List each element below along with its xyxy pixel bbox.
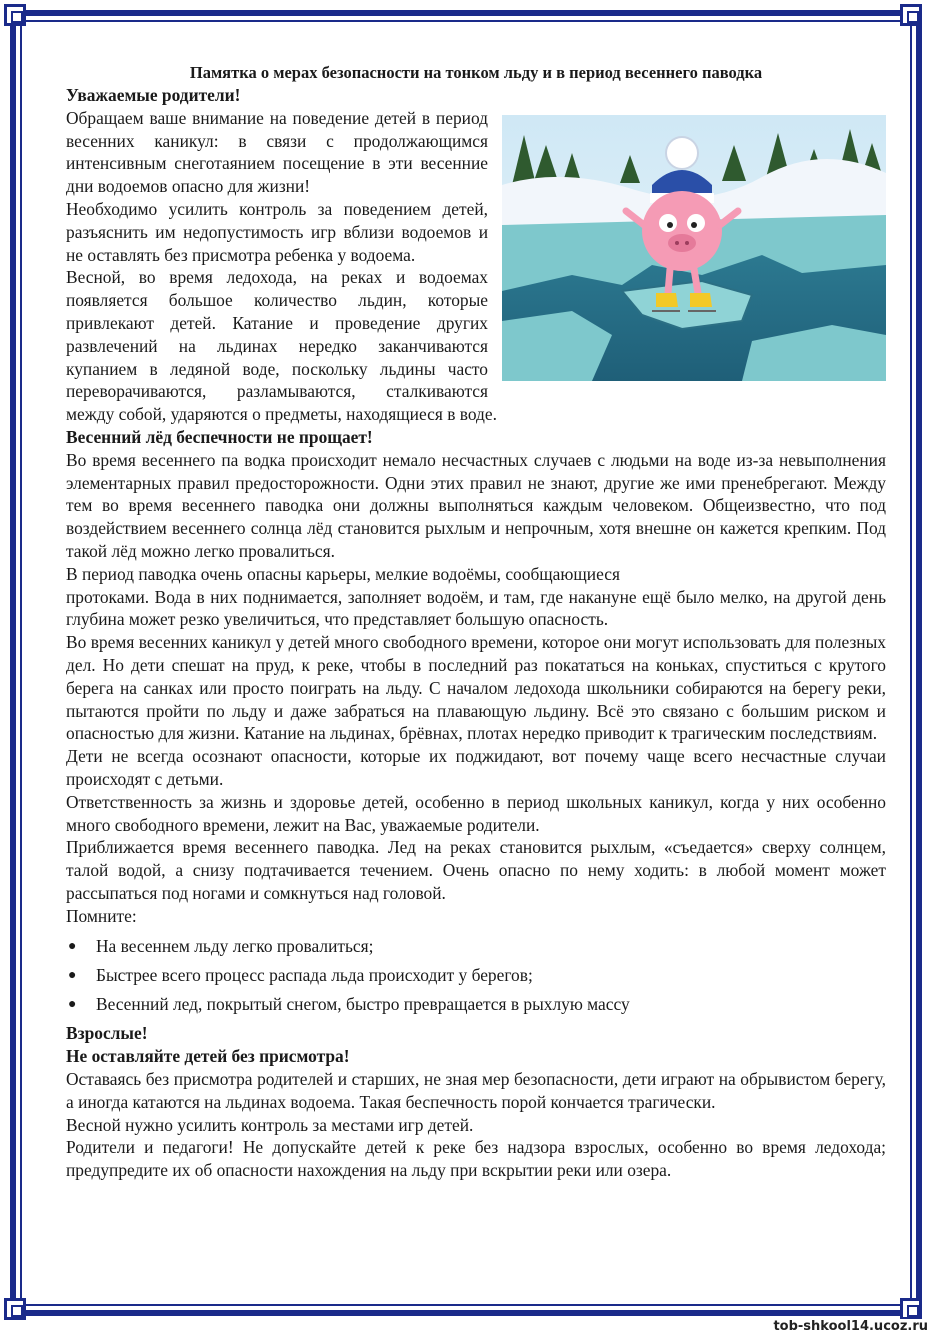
intro-paragraph: Весной, во время ледохода, на реках и водоемах появляется большое количество льдин, которые привлекают детей. Катание и проведение других развлечений на льдинах нередко заканчиваются купанием в ледяной воде, поскольку льдины часто переворачиваются, разламываются, сталкиваются между собой, ударяются о предметы, находящиеся в воде.	[66, 267, 497, 425]
list-item: ● На весеннем льду легко провалиться;	[68, 936, 374, 957]
intro-paragraph: Обращаем ваше внимание на поведение детей в период весенних каникул: в связи с продолжающимся интенсивным снеготаянием посещение в эти весенние дни водоемов опасно для жизни!	[66, 107, 488, 197]
closing-paragraph: Весной нужно усилить контроль за местами игр детей.	[66, 1114, 474, 1135]
closing-paragraph: Родители и педагоги! Не допускайте детей к реке без надзора взрослых, особенно во время ледохода; предупредите их об опасности нахождения на льду при вскрытии реки или озера.	[66, 1137, 886, 1181]
body-paragraph: Ответственность за жизнь и здоровье детей, особенно в период школьных каникул, когда у них особенно много свободного времени, лежит на Вас, уважаемые родители.	[66, 791, 886, 835]
body-paragraph: протоками. Вода в них поднимается, заполняет водоём, и там, где накануне ещё было мелко, на другой день глубина может резко увеличиться, что представляет большую опасность.	[66, 586, 886, 630]
section-heading: Весенний лёд беспечности не прощает!	[66, 426, 373, 447]
site-watermark: tob-shkool14.ucoz.ru	[773, 1319, 928, 1334]
body-paragraph: В период паводка очень опасны карьеры, мелкие водоёмы, сообщающиеся	[66, 563, 620, 584]
frame-corner-ornament	[900, 4, 922, 26]
body-paragraph: Дети не всегда осознают опасности, которые их поджидают, вот почему чаще всего несчастные случаи происходят с детьми.	[66, 746, 886, 789]
body-paragraph: Во время весеннего па водка происходит немало несчастных случаев с людьми на воде из-за невыполнения элементарных правил предосторожности. Одни этих правил не знают, другие же ими пренебрегают. Между тем во время весеннего паводка они должны выполняться каждым человеком. Общеизвестно, что под воздействием весеннего солнца лёд становится рыхлым и непрочным, хотя внешне он кажется крепким. Под такой лёд можно легко провалиться.	[66, 449, 886, 561]
bullet-icon: ●	[68, 939, 77, 955]
frame-corner-ornament	[900, 1298, 922, 1320]
closing-paragraph: Оставаясь без присмотра родителей и старших, не зная мер безопасности, дети играют на обрывистом берегу, а иногда катаются на льдинах водоема. Такая беспечность порой кончается трагически.	[66, 1069, 886, 1112]
page-title: Памятка о мерах безопасности на тонком льду и в период весеннего паводка	[189, 63, 763, 82]
body-paragraph: Приближается время весеннего паводка. Лед на реках становится рыхлым, «съедается» сверху солнцем, талой водой, а снизу подтачивается течением. Очень опасно по нему ходить: в любой момент может рассыпаться под ногами и сомкнуться над головой.	[66, 837, 886, 903]
list-item: ● Весенний лед, покрытый снегом, быстро превращается в рыхлую массу	[68, 994, 630, 1015]
greeting-heading: Уважаемые родители!	[66, 85, 241, 105]
memo-content	[66, 62, 886, 1182]
ice-illustration	[502, 115, 886, 381]
body-paragraph: Во время весенних каникул у детей много свободного времени, которое они могут использовать для полезных дел. Но дети спешат на пруд, к реке, чтобы в последний раз покататься на коньках, спуститься с крутого берега на санках или просто поиграть на льду. С началом ледохода школьники собираются на берегу реки, пытаются пройти по льду и даже забраться на плавающую льдину. Всё это связано с большим риском и опасностью для жизни. Катание на льдинах, брёвнах, плотах нередко приводит к трагическим последствиям.	[66, 632, 886, 744]
frame-corner-ornament	[4, 1298, 26, 1320]
bullet-icon: ●	[68, 968, 77, 984]
remember-list	[66, 935, 886, 1016]
section-heading: Взрослые!	[66, 1023, 148, 1044]
bullet-icon: ●	[68, 997, 77, 1013]
frame-corner-ornament	[4, 4, 26, 26]
intro-paragraph: Необходимо усилить контроль за поведением детей, разъяснить им недопустимость игр вблизи водоемов и не оставлять без присмотра ребенка у водоема.	[66, 198, 488, 265]
section-heading: Не оставляйте детей без присмотра!	[66, 1046, 350, 1067]
body-paragraph: Помните:	[66, 905, 137, 926]
list-item: ● Быстрее всего процесс распада льда происходит у берегов;	[68, 965, 533, 986]
